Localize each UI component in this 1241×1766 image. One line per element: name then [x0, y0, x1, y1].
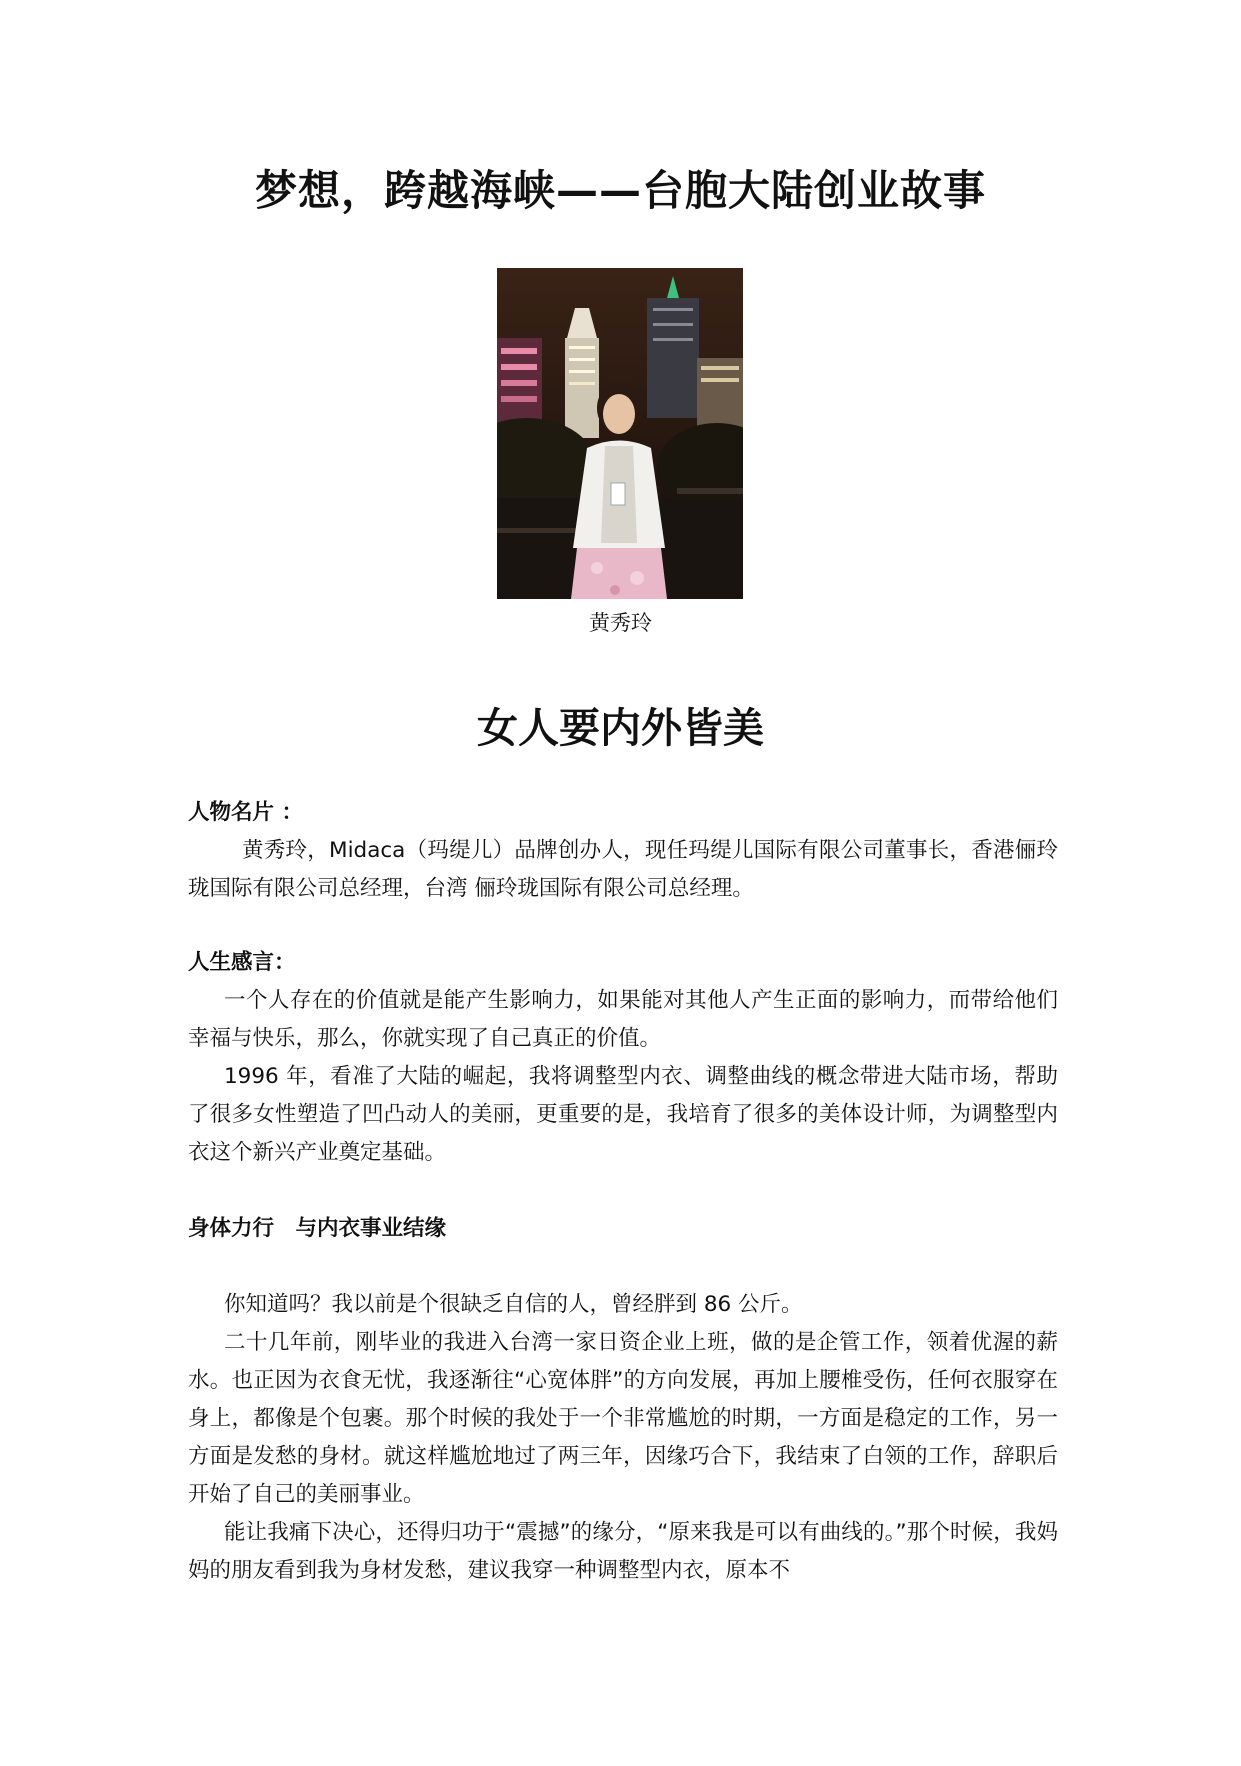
section-paragraph: 二十几年前，刚毕业的我进入台湾一家日资企业上班，做的是企管工作，领着优渥的薪水。也正因为衣食无忧，我逐渐往“心宽体胖”的方向发展，再加上腰椎受伤，任何衣服穿在身上，都像是个包裹。那个时候的我处于一个非常尴尬的时期，一方面是稳定的工作，另一方面是发愁的身材。就这样尴尬地过了两三年，因缘巧合下，我结束了白领的工作，辞职后开始了自己的美丽事业。: [188, 1330, 1058, 1507]
profile-paragraph: 黄秀玲，Midaca（玛缇儿）品牌创办人，现任玛缇儿国际有限公司董事长，香港俪玲珑国际有限公司总经理，台湾 俪玲珑国际有限公司总经理。: [188, 838, 1058, 901]
motto-paragraph: 1996 年，看准了大陆的崛起，我将调整型内衣、调整曲线的概念带进大陆市场，帮助了很多女性塑造了凹凸动人的美丽，更重要的是，我培育了很多的美体设计师，为调整型内衣这个新兴产业奠定基础。: [188, 1064, 1058, 1165]
motto-heading: 人生感言：: [188, 950, 296, 975]
section-paragraph: 能让我痛下决心，还得归功于“震撼”的缘分，“原来我是可以有曲线的。”那个时候，我妈妈的朋友看到我为身材发愁，建议我穿一种调整型内衣，原本不: [188, 1520, 1058, 1583]
photo-caption: 黄秀玲: [589, 611, 652, 635]
section-heading: 身体力行 与内衣事业结缘: [188, 1216, 447, 1241]
portrait-photo: [497, 268, 743, 599]
article-title: 梦想，跨越海峡——台胞大陆创业故事: [254, 166, 986, 215]
section-paragraph: 你知道吗？我以前是个很缺乏自信的人，曾经胖到 86 公斤。: [224, 1292, 803, 1317]
profile-heading: 人物名片 ：: [188, 800, 303, 825]
article-subtitle: 女人要内外皆美: [477, 704, 764, 752]
motto-paragraph: 一个人存在的价值就是能产生影响力，如果能对其他人产生正面的影响力，而带给他们幸福与快乐，那么，你就实现了自己真正的价值。: [188, 988, 1058, 1051]
article-body: [188, 794, 1058, 1590]
